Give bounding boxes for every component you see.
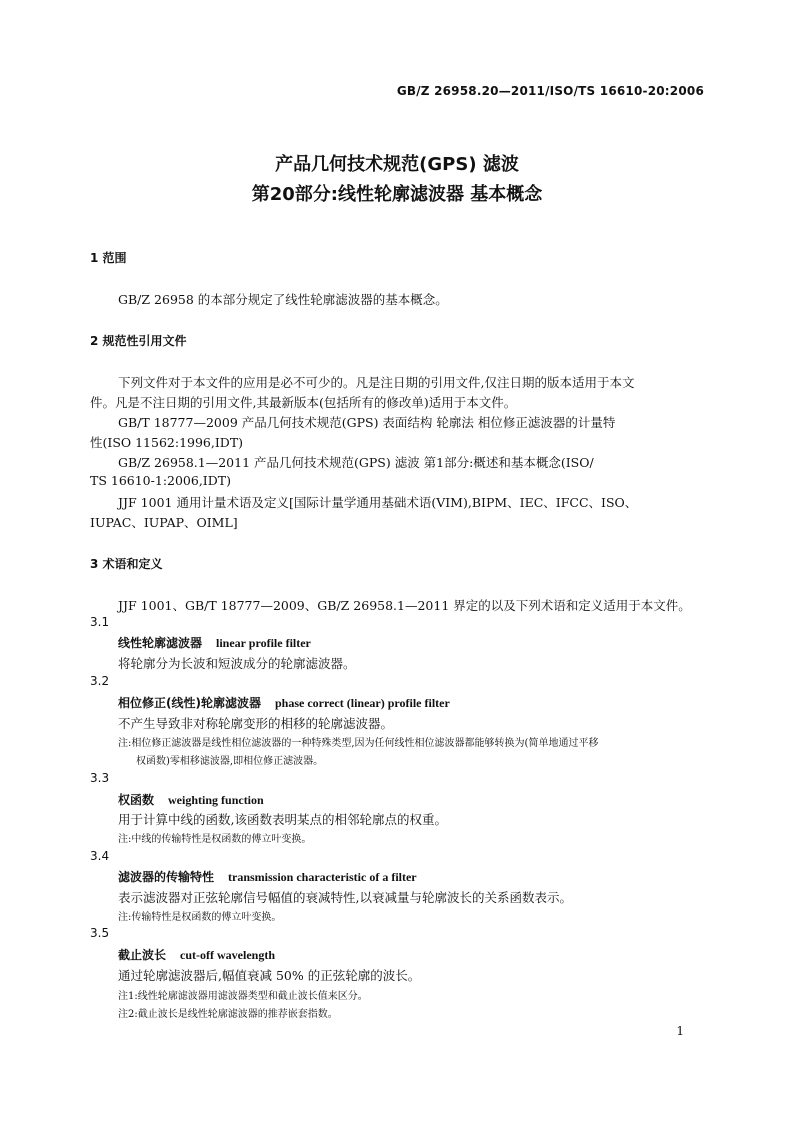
reference-gbz26958-line1: GB/Z 26958.1—2011 产品几何技术规范(GPS) 滤波 第1部分:概述和基本概念(ISO/ — [118, 455, 594, 470]
document-title: 产品几何技术规范(GPS) 滤波 — [275, 154, 519, 175]
term-3-4 — [118, 868, 417, 885]
term-definition-3-4: 表示滤波器对正弦轮廓信号幅值的衰减特性,以衰减量与轮廓波长的关系函数表示。 — [118, 890, 572, 905]
term-number-3-4: 3.4 — [90, 849, 110, 863]
terms-intro: JJF 1001、GB/T 18777—2009、GB/Z 26958.1—2011 界定的以及下列术语和定义适用于本文件。 — [118, 598, 691, 613]
term-3-3 — [118, 791, 264, 808]
term-definition-3-2: 不产生导致非对称轮廓变形的相移的轮廓滤波器。 — [118, 716, 394, 731]
standard-code-header: GB/Z 26958.20—2011/ISO/TS 16610-20:2006 — [396, 84, 704, 98]
term-3-5 — [118, 946, 275, 963]
term-note-3-4: 注:传输特性是权函数的傅立叶变换。 — [118, 912, 282, 923]
term-number-3-1: 3.1 — [90, 615, 110, 629]
references-intro-line1: 下列文件对于本文件的应用是必不可少的。凡是注日期的引用文件,仅注日期的版本适用于本文 — [118, 375, 635, 390]
references-intro-line2: 件。凡是不注日期的引用文件,其最新版本(包括所有的修改单)适用于本文件。 — [90, 395, 517, 410]
term-cn: 滤波器的传输特性 — [118, 870, 215, 884]
scope-paragraph: GB/Z 26958 的本部分规定了线性轮廓滤波器的基本概念。 — [118, 292, 448, 307]
term-number-3-3: 3.3 — [90, 771, 110, 785]
term-en: phase correct (linear) profile filter — [274, 696, 450, 710]
document-subtitle: 第20部分:线性轮廓滤波器 基本概念 — [251, 184, 543, 205]
term-cn: 截止波长 — [118, 948, 167, 962]
page-number: 1 — [676, 1024, 684, 1038]
term-en: cut-off wavelength — [180, 948, 275, 962]
term-note-3-2-line2: 权函数)零相移滤波器,即相位修正滤波器。 — [136, 756, 324, 767]
term-number-3-2: 3.2 — [90, 674, 110, 688]
term-definition-3-5: 通过轮廓滤波器后,幅值衰减 50% 的正弦轮廓的波长。 — [118, 968, 421, 983]
section-heading-scope: 1 范围 — [90, 251, 127, 265]
term-note-3-5-2: 注2:截止波长是线性轮廓滤波器的推荐嵌套指数。 — [118, 1009, 338, 1020]
reference-jjf1001-line2: IUPAC、IUPAP、OIML] — [90, 515, 238, 530]
term-cn: 权函数 — [118, 793, 155, 807]
term-number-3-5: 3.5 — [90, 926, 110, 940]
reference-gbt18777-line1: GB/T 18777—2009 产品几何技术规范(GPS) 表面结构 轮廓法 相位修正滤波器的计量特 — [118, 415, 616, 430]
term-note-3-5-1: 注1:线性轮廓滤波器用滤波器类型和截止波长值来区分。 — [118, 991, 368, 1002]
reference-jjf1001-line1: JJF 1001 通用计量术语及定义[国际计量学通用基础术语(VIM),BIPM、IEC、IFCC、ISO、 — [118, 495, 638, 510]
term-3-2 — [118, 694, 450, 711]
section-heading-normative-references: 2 规范性引用文件 — [90, 334, 187, 348]
term-en: transmission characteristic of a filter — [228, 870, 417, 884]
reference-gbz26958-line2: TS 16610-1:2006,IDT) — [90, 473, 231, 488]
term-en: linear profile filter — [216, 636, 311, 650]
term-definition-3-1: 将轮廓分为长波和短波成分的轮廓滤波器。 — [118, 656, 356, 671]
term-definition-3-3: 用于计算中线的函数,该函数表明某点的相邻轮廓点的权重。 — [118, 812, 447, 827]
section-heading-terms-definitions: 3 术语和定义 — [90, 557, 163, 571]
term-cn: 线性轮廓滤波器 — [118, 636, 203, 650]
term-note-3-2-line1: 注:相位修正滤波器是线性相位滤波器的一种特殊类型,因为任何线性相位滤波器都能够转换为(简单地通过平移 — [118, 738, 599, 749]
term-note-3-3: 注:中线的传输特性是权函数的傅立叶变换。 — [118, 834, 312, 845]
term-3-1 — [118, 634, 311, 651]
reference-gbt18777-line2: 性(ISO 11562:1996,IDT) — [90, 435, 244, 450]
term-cn: 相位修正(线性)轮廓滤波器 — [118, 696, 261, 710]
term-en: weighting function — [168, 793, 264, 807]
